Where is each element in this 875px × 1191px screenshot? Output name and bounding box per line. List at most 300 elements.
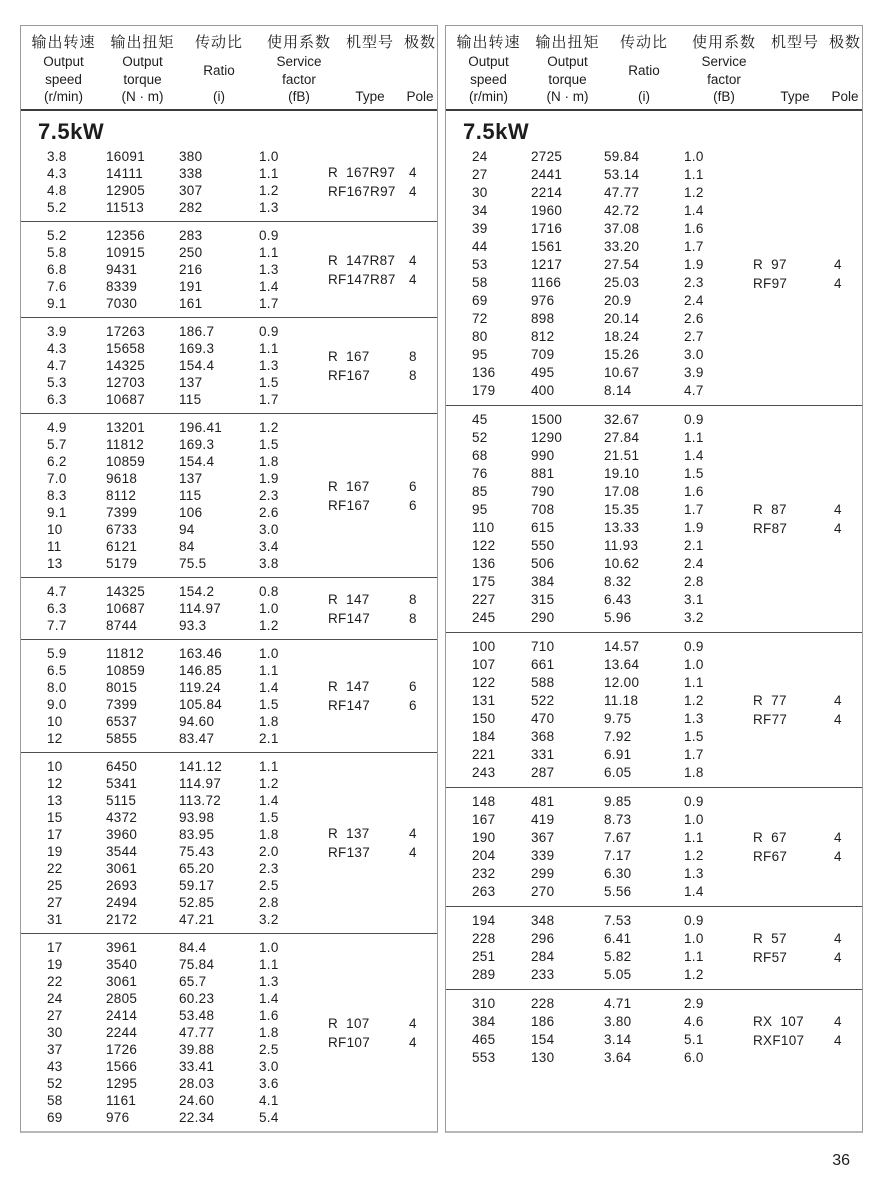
cell-service-factor: 1.0	[684, 657, 704, 672]
cell-service-factor: 1.1	[684, 830, 704, 845]
column-header-label-en: speed	[470, 71, 507, 87]
cell-ratio: 37.08	[604, 221, 640, 236]
cell-service-factor: 1.1	[259, 759, 279, 774]
model-type-block	[753, 255, 864, 293]
cell-output-torque: 661	[531, 657, 555, 672]
cell-output-torque: 8015	[106, 680, 138, 695]
cell-ratio: 216	[179, 262, 203, 277]
cell-output-speed: 27	[47, 895, 63, 910]
cell-output-torque: 12356	[106, 228, 146, 243]
table-row	[446, 238, 862, 256]
cell-ratio: 94	[179, 522, 195, 537]
cell-service-factor: 0.9	[684, 794, 704, 809]
cell-output-torque: 11812	[106, 437, 145, 452]
cell-output-speed: 25	[47, 878, 63, 893]
cell-output-torque: 2725	[531, 149, 563, 164]
table-row	[21, 956, 437, 973]
cell-service-factor: 1.1	[259, 663, 279, 678]
cell-service-factor: 2.3	[259, 488, 279, 503]
cell-ratio: 307	[179, 183, 203, 198]
cell-output-speed: 4.7	[47, 358, 67, 373]
cell-service-factor: 1.8	[259, 454, 279, 469]
section-rows	[446, 995, 862, 1067]
table-row	[446, 429, 862, 447]
cell-service-factor: 3.6	[259, 1076, 279, 1091]
table-section	[21, 640, 437, 753]
cell-output-speed: 15	[47, 810, 63, 825]
table-row	[21, 199, 437, 216]
cell-output-speed: 263	[472, 884, 496, 899]
cell-type: RX 107	[753, 1014, 804, 1029]
cell-type: RF57	[753, 950, 788, 965]
power-rating-title: 7.5kW	[463, 119, 530, 144]
cell-ratio: 53.14	[604, 167, 640, 182]
cell-ratio: 7.92	[604, 729, 632, 744]
cell-output-torque: 315	[531, 592, 555, 607]
cell-service-factor: 1.6	[684, 221, 704, 236]
table-row	[21, 990, 437, 1007]
column-header-label-zh: 机型号	[770, 34, 819, 51]
cell-ratio: 75.43	[179, 844, 215, 859]
cell-output-torque: 296	[531, 931, 555, 946]
cell-output-speed: 10	[47, 759, 63, 774]
cell-output-speed: 17	[47, 940, 63, 955]
cell-ratio: 3.14	[604, 1032, 632, 1047]
column-header-label-en: Output	[43, 54, 84, 70]
cell-output-speed: 24	[472, 149, 488, 164]
cell-output-speed: 184	[472, 729, 496, 744]
cell-output-speed: 39	[472, 221, 488, 236]
column-header-label-en: Output	[547, 54, 588, 70]
model-type-block	[328, 251, 439, 289]
cell-type: RF77	[753, 712, 788, 727]
cell-output-torque: 481	[531, 794, 555, 809]
cell-ratio: 10.67	[604, 365, 640, 380]
cell-pole: 4	[834, 1014, 842, 1029]
cell-output-speed: 12	[47, 731, 63, 746]
cell-ratio: 20.14	[604, 311, 640, 326]
cell-output-speed: 6.3	[47, 601, 67, 616]
cell-output-torque: 522	[531, 693, 555, 708]
section-rows	[21, 939, 437, 1126]
cell-service-factor: 1.1	[259, 245, 279, 260]
cell-output-torque: 8744	[106, 618, 138, 633]
section-rows	[446, 638, 862, 782]
cell-service-factor: 1.2	[259, 618, 279, 633]
column-header-pole	[826, 31, 864, 104]
cell-ratio: 94.60	[179, 714, 215, 729]
cell-output-speed: 10	[47, 522, 63, 537]
model-row	[328, 251, 439, 270]
cell-output-torque: 3961	[106, 940, 138, 955]
table-header-row	[446, 26, 862, 111]
cell-service-factor: 1.1	[684, 167, 704, 182]
table-row	[446, 912, 862, 930]
cell-ratio: 163.46	[179, 646, 223, 661]
spec-sheet	[20, 25, 863, 1133]
model-row	[753, 1012, 864, 1031]
cell-output-torque: 233	[531, 967, 555, 982]
table-row	[446, 883, 862, 901]
cell-ratio: 11.93	[604, 538, 639, 553]
cell-service-factor: 3.9	[684, 365, 704, 380]
cell-output-speed: 9.1	[47, 505, 67, 520]
cell-ratio: 20.9	[604, 293, 632, 308]
cell-output-torque: 10687	[106, 392, 146, 407]
ratings-table-2	[445, 25, 863, 1133]
model-type-block	[328, 590, 439, 628]
model-row	[328, 477, 439, 496]
cell-service-factor: 1.8	[259, 827, 279, 842]
model-type-block	[328, 163, 439, 201]
cell-output-speed: 44	[472, 239, 488, 254]
cell-output-speed: 5.3	[47, 375, 67, 390]
cell-service-factor: 2.1	[684, 538, 704, 553]
model-type-block	[753, 1012, 864, 1050]
cell-ratio: 137	[179, 375, 203, 390]
cell-ratio: 10.62	[604, 556, 640, 571]
cell-service-factor: 1.3	[259, 200, 279, 215]
model-row	[328, 496, 439, 515]
column-header-label-zh: 极数	[403, 34, 436, 51]
cell-ratio: 283	[179, 228, 203, 243]
cell-output-torque: 14325	[106, 584, 146, 599]
table-section	[446, 990, 862, 1131]
table-row	[446, 793, 862, 811]
cell-ratio: 12.00	[604, 675, 640, 690]
model-row	[328, 696, 439, 715]
cell-output-torque: 339	[531, 848, 555, 863]
cell-pole: 4	[409, 1015, 417, 1031]
cell-output-speed: 122	[472, 675, 496, 690]
cell-service-factor: 4.7	[684, 383, 704, 398]
cell-pole: 4	[409, 845, 417, 860]
column-header-label-en: Ratio	[203, 63, 235, 78]
model-row	[328, 590, 439, 609]
cell-service-factor: 1.3	[259, 974, 279, 989]
cell-output-speed: 76	[472, 466, 488, 481]
cell-service-factor: 1.9	[684, 257, 704, 272]
cell-output-torque: 5115	[106, 793, 137, 808]
cell-output-speed: 24	[47, 991, 63, 1006]
cell-output-torque: 1561	[531, 239, 563, 254]
cell-ratio: 154.2	[179, 584, 215, 599]
cell-ratio: 15.26	[604, 347, 640, 362]
column-header-label-en: (N · m)	[546, 88, 589, 104]
model-type-block	[753, 828, 864, 866]
cell-output-torque: 2441	[531, 167, 563, 182]
cell-service-factor: 1.1	[259, 166, 279, 181]
cell-service-factor: 5.1	[684, 1032, 704, 1047]
table-row	[446, 966, 862, 984]
table-row	[446, 447, 862, 465]
table-row	[446, 202, 862, 220]
cell-output-speed: 8.3	[47, 488, 67, 503]
cell-ratio: 186.7	[179, 324, 215, 339]
column-header-label-en: (fB)	[713, 88, 735, 104]
cell-service-factor: 0.9	[684, 913, 704, 928]
cell-ratio: 27.54	[604, 257, 640, 272]
cell-output-torque: 506	[531, 556, 555, 571]
cell-ratio: 141.12	[179, 759, 223, 774]
cell-pole: 6	[409, 478, 417, 494]
cell-service-factor: 1.8	[259, 714, 279, 729]
model-row	[328, 270, 439, 289]
cell-service-factor: 1.3	[259, 358, 279, 373]
cell-service-factor: 1.4	[259, 793, 279, 808]
cell-output-torque: 10687	[106, 601, 146, 616]
cell-ratio: 14.57	[604, 639, 640, 654]
cell-service-factor: 2.4	[684, 556, 704, 571]
cell-ratio: 3.80	[604, 1014, 632, 1029]
column-header-label-en: torque	[123, 71, 162, 87]
cell-ratio: 5.82	[604, 949, 632, 964]
cell-output-speed: 85	[472, 484, 488, 499]
cell-output-speed: 190	[472, 830, 496, 845]
cell-output-speed: 5.2	[47, 200, 67, 215]
cell-output-torque: 1161	[106, 1093, 137, 1108]
cell-output-speed: 95	[472, 502, 488, 517]
cell-service-factor: 1.6	[684, 484, 704, 499]
cell-ratio: 19.10	[604, 466, 640, 481]
cell-output-speed: 11	[47, 539, 62, 554]
column-header-output-torque	[106, 31, 179, 104]
column-header-type	[764, 31, 826, 104]
table-row	[446, 638, 862, 656]
cell-output-speed: 251	[472, 949, 496, 964]
cell-ratio: 282	[179, 200, 203, 215]
cell-output-speed: 13	[47, 793, 63, 808]
table-row	[446, 465, 862, 483]
cell-ratio: 191	[179, 279, 203, 294]
cell-output-speed: 148	[472, 794, 496, 809]
cell-type: R 137	[328, 826, 370, 841]
column-header-label-en: Output	[468, 54, 509, 70]
table-row	[21, 911, 437, 928]
cell-ratio: 106	[179, 505, 203, 520]
section-rows	[446, 793, 862, 901]
cell-output-speed: 43	[47, 1059, 63, 1074]
cell-service-factor: 1.5	[684, 466, 704, 481]
table-row	[21, 860, 437, 877]
cell-output-torque: 2693	[106, 878, 138, 893]
cell-output-speed: 8.0	[47, 680, 67, 695]
cell-ratio: 84.4	[179, 940, 207, 955]
cell-output-speed: 110	[472, 520, 495, 535]
cell-service-factor: 1.2	[259, 776, 279, 791]
column-header-output-torque	[531, 31, 604, 104]
table-row	[21, 436, 437, 453]
cell-ratio: 5.96	[604, 610, 632, 625]
cell-output-torque: 130	[531, 1050, 555, 1065]
column-header-pole	[401, 31, 439, 104]
cell-output-speed: 53	[472, 257, 488, 272]
cell-output-speed: 5.9	[47, 646, 67, 661]
cell-output-torque: 284	[531, 949, 555, 964]
cell-output-torque: 2805	[106, 991, 138, 1006]
cell-output-speed: 37	[47, 1042, 63, 1057]
cell-output-torque: 2494	[106, 895, 138, 910]
cell-ratio: 4.71	[604, 996, 632, 1011]
column-header-label-en: Service	[701, 54, 747, 70]
cell-output-speed: 6.3	[47, 392, 67, 407]
table-row	[446, 483, 862, 501]
cell-output-speed: 10	[47, 714, 63, 729]
table-row	[21, 295, 437, 312]
cell-ratio: 7.53	[604, 913, 632, 928]
cell-output-speed: 4.3	[47, 166, 67, 181]
cell-output-speed: 175	[472, 574, 496, 589]
column-header-label-en: Ratio	[628, 63, 660, 78]
table-row	[21, 758, 437, 775]
table-row	[21, 521, 437, 538]
cell-service-factor: 1.7	[684, 747, 704, 762]
cell-pole: 4	[409, 165, 417, 180]
cell-service-factor: 2.5	[259, 1042, 279, 1057]
cell-service-factor: 5.4	[259, 1110, 279, 1125]
section-rows	[21, 323, 437, 408]
cell-service-factor: 1.9	[259, 471, 279, 486]
section-rows	[21, 583, 437, 634]
page-number: 36	[832, 1152, 850, 1169]
table-row	[21, 713, 437, 730]
cell-type: R 147	[328, 679, 370, 694]
cell-type: R 167	[328, 348, 370, 364]
cell-output-speed: 30	[47, 1025, 63, 1040]
cell-service-factor: 0.9	[259, 228, 279, 243]
cell-service-factor: 1.3	[259, 262, 279, 277]
cell-service-factor: 1.4	[684, 884, 704, 899]
cell-pole: 4	[409, 826, 417, 841]
cell-pole: 8	[409, 591, 417, 607]
cell-service-factor: 0.9	[684, 412, 704, 427]
cell-service-factor: 1.1	[259, 341, 279, 356]
cell-type: R 97	[753, 257, 787, 272]
model-row	[753, 255, 864, 274]
table-section	[21, 753, 437, 934]
cell-ratio: 3.64	[604, 1050, 632, 1065]
cell-output-torque: 470	[531, 711, 555, 726]
cell-output-speed: 30	[472, 185, 488, 200]
model-row	[328, 824, 439, 843]
cell-output-torque: 5179	[106, 556, 138, 571]
cell-ratio: 83.95	[179, 827, 215, 842]
cell-output-speed: 167	[472, 812, 496, 827]
cell-output-torque: 186	[531, 1014, 555, 1029]
table-row	[21, 645, 437, 662]
cell-ratio: 7.17	[604, 848, 632, 863]
cell-output-torque: 367	[531, 830, 555, 845]
cell-type: RF167	[328, 367, 371, 383]
cell-ratio: 9.75	[604, 711, 632, 726]
column-header-ratio	[604, 31, 684, 104]
cell-output-torque: 11812	[106, 646, 145, 661]
model-row	[753, 929, 864, 948]
cell-ratio: 65.7	[179, 974, 207, 989]
cell-service-factor: 1.5	[684, 729, 704, 744]
model-type-block	[328, 1014, 439, 1052]
cell-output-torque: 495	[531, 365, 555, 380]
column-header-label-en: torque	[548, 71, 587, 87]
cell-output-speed: 3.8	[47, 149, 67, 164]
cell-ratio: 59.84	[604, 149, 640, 164]
cell-ratio: 83.47	[179, 731, 215, 746]
cell-service-factor: 1.4	[684, 203, 704, 218]
cell-type: R 107	[328, 1015, 370, 1031]
cell-output-speed: 34	[472, 203, 488, 218]
table-section	[21, 111, 437, 222]
column-header-label-zh: 输出扭矩	[535, 34, 600, 51]
cell-output-torque: 7399	[106, 697, 138, 712]
cell-ratio: 47.21	[179, 912, 215, 927]
cell-ratio: 22.34	[179, 1110, 215, 1125]
cell-output-torque: 154	[531, 1032, 555, 1047]
cell-service-factor: 2.4	[684, 293, 704, 308]
cell-ratio: 161	[179, 296, 203, 311]
cell-output-speed: 6.2	[47, 454, 67, 469]
cell-ratio: 15.35	[604, 502, 640, 517]
cell-output-speed: 136	[472, 556, 496, 571]
cell-service-factor: 2.0	[259, 844, 279, 859]
column-header-service-factor	[684, 31, 764, 104]
cell-output-torque: 1566	[106, 1059, 138, 1074]
cell-pole: 4	[834, 1033, 842, 1048]
cell-ratio: 114.97	[179, 601, 222, 616]
cell-ratio: 169.3	[179, 437, 215, 452]
cell-output-speed: 7.0	[47, 471, 67, 486]
cell-output-torque: 3061	[106, 974, 138, 989]
cell-output-torque: 7399	[106, 505, 138, 520]
cell-output-torque: 384	[531, 574, 555, 589]
column-header-label-zh: 传动比	[194, 34, 243, 51]
cell-ratio: 6.30	[604, 866, 632, 881]
column-header-label-zh: 机型号	[345, 34, 394, 51]
cell-pole: 4	[409, 271, 417, 287]
cell-service-factor: 1.8	[259, 1025, 279, 1040]
cell-ratio: 105.84	[179, 697, 223, 712]
cell-output-torque: 4372	[106, 810, 138, 825]
cell-output-torque: 299	[531, 866, 555, 881]
cell-output-torque: 990	[531, 448, 555, 463]
cell-output-torque: 1960	[531, 203, 563, 218]
cell-output-speed: 9.0	[47, 697, 67, 712]
table-row	[446, 292, 862, 310]
cell-ratio: 39.88	[179, 1042, 215, 1057]
cell-output-torque: 9431	[106, 262, 138, 277]
column-header-label-en: Type	[780, 89, 810, 104]
cell-ratio: 6.41	[604, 931, 632, 946]
table-row	[21, 1075, 437, 1092]
table-row	[21, 1109, 437, 1126]
cell-output-torque: 2172	[106, 912, 138, 927]
cell-type: RF147R87	[328, 271, 396, 287]
cell-ratio: 47.77	[179, 1025, 215, 1040]
table-row	[21, 453, 437, 470]
cell-output-torque: 588	[531, 675, 555, 690]
cell-output-speed: 465	[472, 1032, 496, 1047]
cell-output-speed: 27	[47, 1008, 63, 1023]
cell-service-factor: 1.5	[259, 810, 279, 825]
cell-ratio: 84	[179, 539, 195, 554]
cell-ratio: 7.67	[604, 830, 632, 845]
table-row	[21, 391, 437, 408]
cell-service-factor: 1.1	[259, 957, 279, 972]
cell-service-factor: 1.1	[684, 675, 704, 690]
cell-pole: 8	[409, 348, 417, 364]
cell-type: R 57	[753, 931, 787, 946]
cell-output-speed: 19	[47, 844, 63, 859]
cell-type: R 77	[753, 693, 787, 708]
